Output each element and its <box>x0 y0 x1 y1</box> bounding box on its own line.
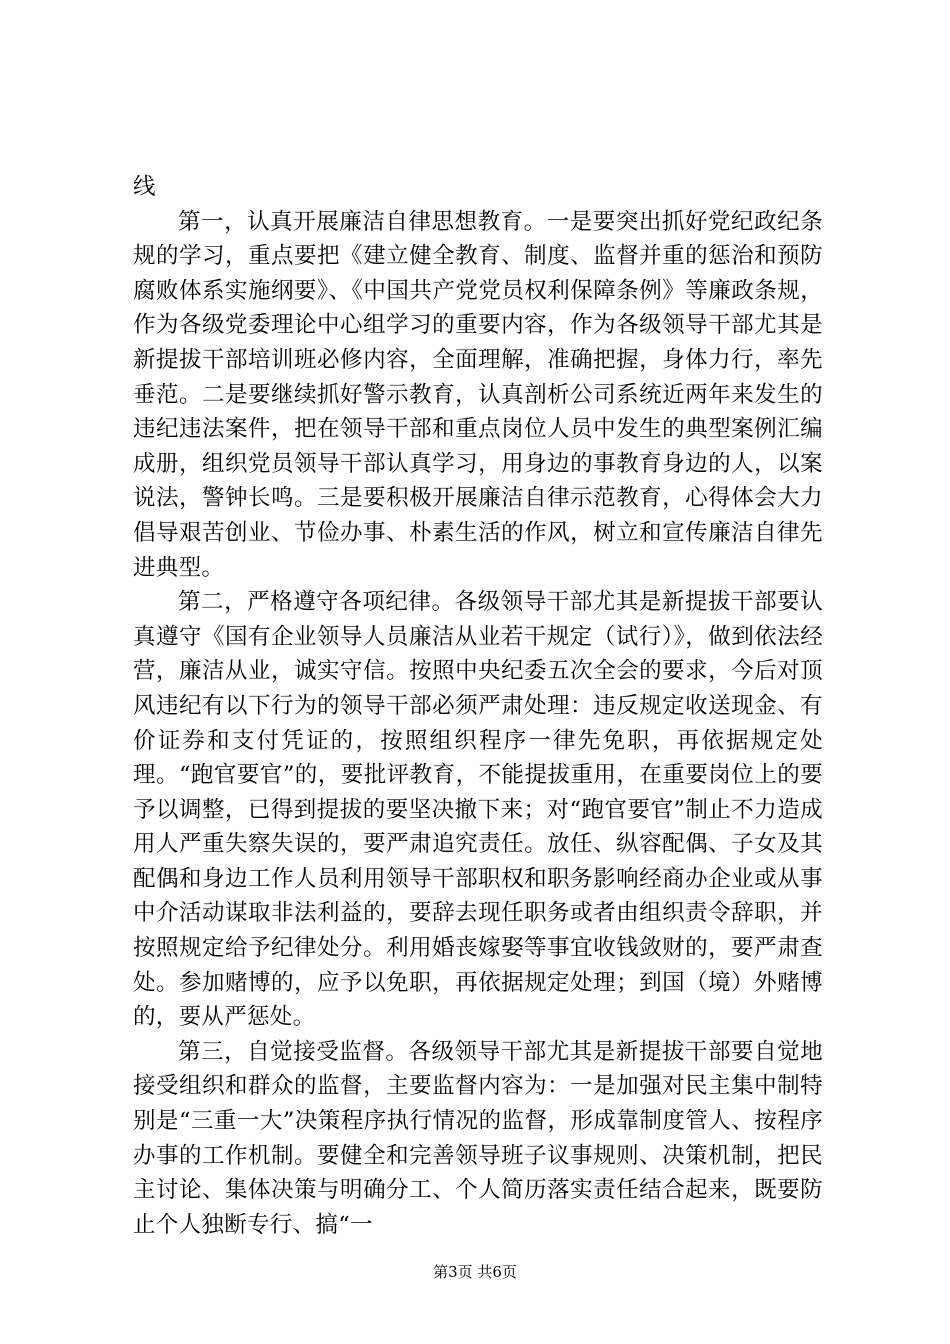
paragraph-2: 第二，严格遵守各项纪律。各级领导干部尤其是新提拔干部要认真遵守《国有企业领导人员廉洁从业若干规定（试行）》，做到依法经营，廉洁从业，诚实守信。按照中央纪委五次全会的要求，今后对顶风违纪有以下行为的领导干部必须严肃处理：违反规定收送现金、有价证券和支付凭证的，按照组织程序一律先免职，再依据规定处理。“跑官要官”的，要批评教育，不能提拔重用，在重要岗位上的要予以调整，已得到提拔的要坚决撤下来；对“跑官要官”制止不力造成用人严重失察失误的，要严肃追究责任。放任、纵容配偶、子女及其配偶和身边工作人员利用领导干部职权和职务影响经商办企业或从事中介活动谋取非法利益的，要辞去现任职务或者由组织责令辞职，并按照规定给予纪律处分。利用婚丧嫁娶等事宜收钱敛财的，要严肃查处。参加赌博的，应予以免职，再依据规定处理；到国（境）外赌博的，要从严惩处。 <box>133 589 823 1031</box>
paragraph-1: 第一，认真开展廉洁自律思想教育。一是要突出抓好党纪政纪条规的学习，重点要把《建立健全教育、制度、监督并重的惩治和预防腐败体系实施纲要》、《中国共产党党员权利保障条例》等廉政条规，作为各级党委理论中心组学习的重要内容，作为各级领导干部尤其是新提拔干部培训班必修内容，全面理解，准确把握，身体力行，率先垂范。二是要继续抓好警示教育，认真剖析公司系统近两年来发生的违纪违法案件，把在领导干部和重点岗位人员中发生的典型案例汇编成册，组织党员领导干部认真学习，用身边的事教育身边的人，以案说法，警钟长鸣。三是要积极开展廉洁自律示范教育，心得体会大力倡导艰苦创业、节俭办事、朴素生活的作风，树立和宣传廉洁自律先进典型。 <box>133 208 823 581</box>
page-footer: 第3页 共6页 <box>433 1263 517 1281</box>
paragraph-0: 线 <box>133 174 156 200</box>
document-body <box>133 170 823 1242</box>
paragraph-3: 第三，自觉接受监督。各级领导干部尤其是新提拔干部要自觉地接受组织和群众的监督，主要监督内容为：一是加强对民主集中制特别是“三重一大”决策程序执行情况的监督，形成靠制度管人、按程序办事的工作机制。要健全和完善领导班子议事规则、决策机制，把民主讨论、集体决策与明确分工、个人简历落实责任结合起来，既要防止个人独断专行、搞“一 <box>133 1038 823 1238</box>
